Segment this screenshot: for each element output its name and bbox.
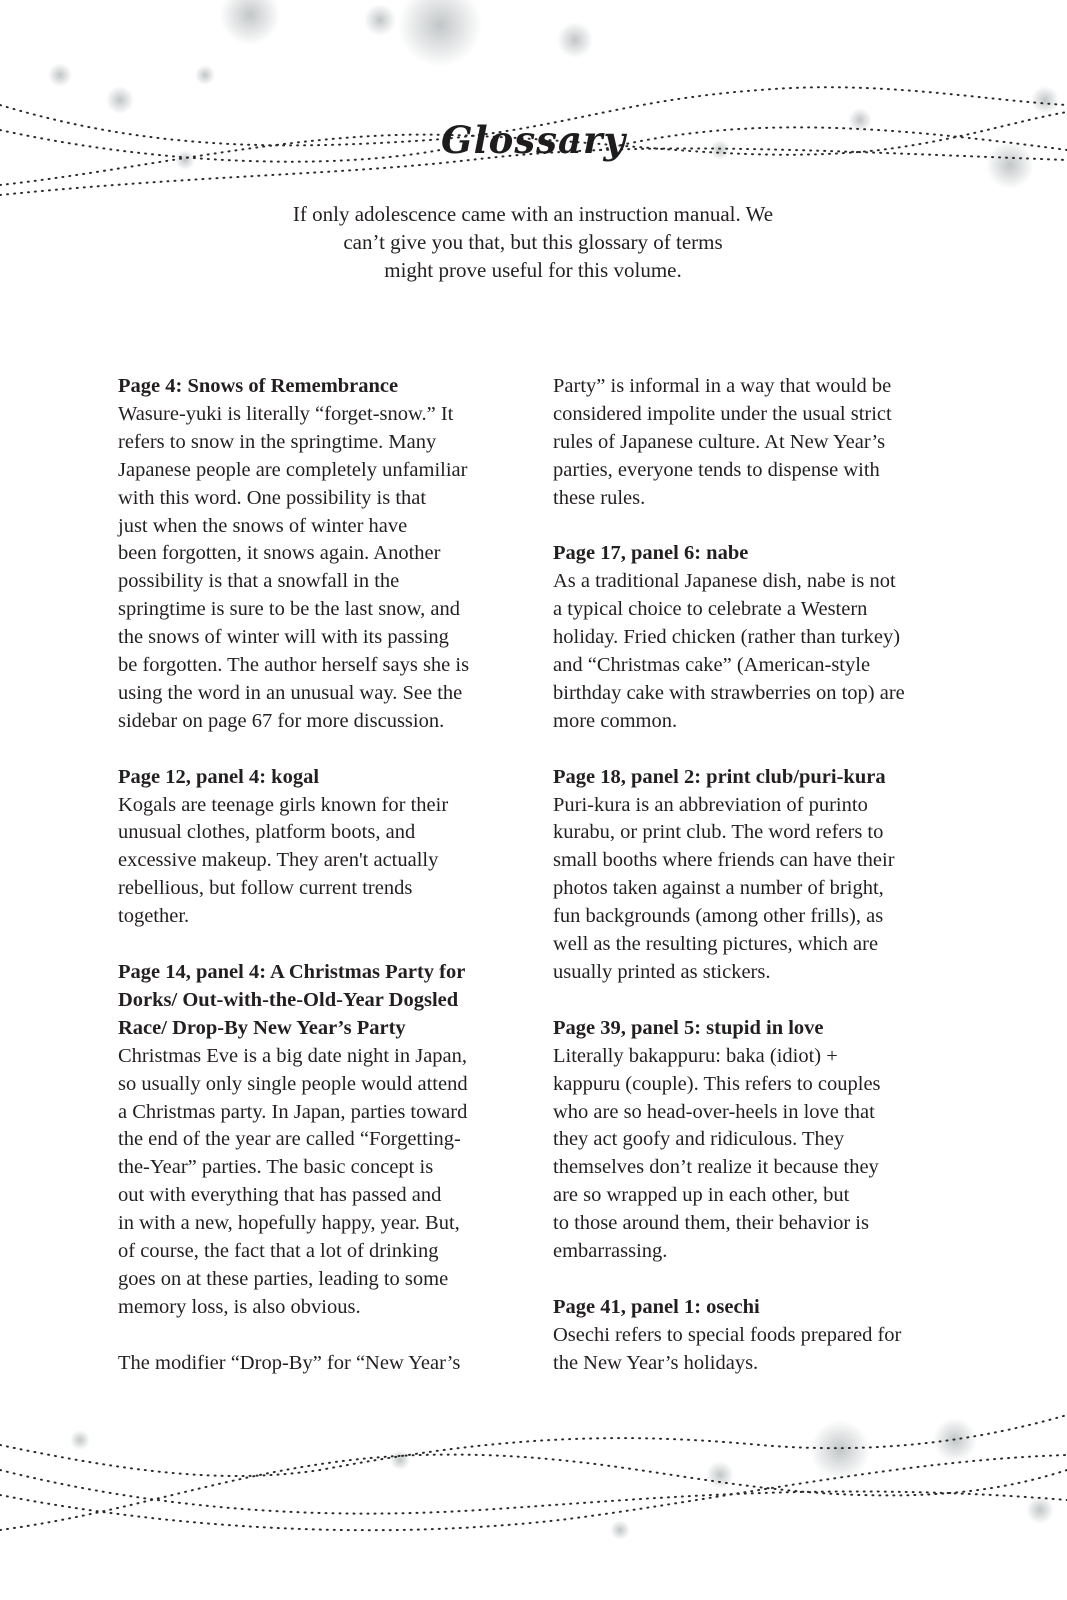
glossary-entry [118,959,538,1322]
entry-line: holiday. Fried chicken (rather than turkey) [553,626,901,649]
entry-line: just when the snows of winter have [118,514,408,537]
entry-title: Page 39, panel 5: stupid in love [553,1016,824,1039]
entry-title: Page 41, panel 1: osechi [553,1295,760,1318]
entry-title: Dorks/ Out-with-the-Old-Year Dogsled [118,988,459,1011]
entry-line: embarrassing. [553,1240,668,1263]
entry-title: Race/ Drop-By New Year’s Party [118,1016,406,1039]
entry-line: together. [118,905,190,928]
entry-line: been forgotten, it snows again. Another [118,542,441,565]
glossary-entry [553,1294,973,1378]
glossary-entry [553,764,973,987]
entry-line: sidebar on page 67 for more discussion. [118,709,445,732]
entry-title: Page 12, panel 4: kogal [118,765,320,788]
entry-line: out with everything that has passed and [118,1184,442,1207]
entry-line: photos taken against a number of bright, [553,877,884,900]
glossary-entry [553,1015,973,1266]
entry-line: with this word. One possibility is that [118,486,427,509]
entry-line: the snows of winter will with its passing [118,626,449,649]
glossary-entry-continuation [553,373,973,513]
entry-line: they act goofy and ridiculous. They [553,1128,845,1151]
right-column [553,373,973,1405]
entry-line: Christmas Eve is a big date night in Japan, [118,1044,468,1067]
entry-line: Kogals are teenage girls known for their [118,793,449,816]
entry-line: the-Year” parties. The basic concept is [118,1156,434,1179]
entry-line: As a traditional Japanese dish, nabe is not [553,570,896,593]
entry-line: Wasure-yuki is literally “forget-snow.” It [118,402,454,425]
entry-line: Literally bakappuru: baka (idiot) + [553,1044,838,1067]
entry-line: possibility is that a snowfall in the [118,570,400,593]
bottom-decoration [0,1400,1067,1600]
entry-line: fun backgrounds (among other frills), as [553,905,884,928]
entry-line: be forgotten. The author herself says she is [118,654,470,677]
entry-line: Party” is informal in a way that would be [553,375,892,397]
entry-line: and “Christmas cake” (American-style [553,654,871,677]
entry-line: rules of Japanese culture. At New Year’s [553,430,886,453]
entry-line: unusual clothes, platform boots, and [118,821,416,844]
entry-line: using the word in an unusual way. See the [118,681,463,704]
entry-line: a typical choice to celebrate a Western [553,598,868,621]
entry-line: rebellious, but follow current trends [118,877,413,900]
intro-line: If only adolescence came with an instruction manual. We [292,202,774,226]
left-column [118,373,538,1378]
entry-line: parties, everyone tends to dispense with [553,458,880,481]
entry-title: Page 14, panel 4: A Christmas Party for [118,961,466,983]
entry-line: the end of the year are called “Forgetting- [118,1128,461,1151]
entry-line: Osechi refers to special foods prepared for [553,1323,902,1346]
glossary-entry [118,373,538,736]
entry-line: Puri-kura is an abbreviation of purinto [553,793,868,816]
entry-line: kappuru (couple). This refers to couples [553,1072,881,1095]
entry-line: considered impolite under the usual strict [553,402,892,425]
entry-line: these rules. [553,486,646,509]
entry-line: so usually only single people would attend [118,1072,468,1095]
entry-line: are so wrapped up in each other, but [553,1184,850,1207]
entry-line: in with a new, hopefully happy, year. But, [118,1212,460,1235]
intro-line: can’t give you that, but this glossary of terms [343,230,723,254]
entry-line: the New Year’s holidays. [553,1351,759,1374]
entry-line: who are so head-over-heels in love that [553,1100,875,1123]
entry-line: springtime is sure to be the last snow, and [118,598,460,621]
glossary-entry [553,540,973,735]
intro-line: might prove useful for this volume. [384,258,682,282]
entry-line: memory loss, is also obvious. [118,1295,361,1318]
entry-line: to those around them, their behavior is [553,1212,869,1235]
intro-text [233,200,833,284]
entry-line: excessive makeup. They aren't actually [118,849,439,872]
entry-line: a Christmas party. In Japan, parties toward [118,1100,468,1123]
glossary-entry [118,764,538,931]
entry-line: The modifier “Drop-By” for “New Year’s [118,1351,461,1374]
entry-line: kurabu, or print club. The word refers to [553,821,884,844]
entry-line: goes on at these parties, leading to some [118,1267,449,1290]
entry-line: birthday cake with strawberries on top) are [553,681,905,704]
entry-title: Page 18, panel 2: print club/puri-kura [553,765,886,788]
entry-line: well as the resulting pictures, which are [553,933,879,956]
entry-line: themselves don’t realize it because they [553,1156,879,1179]
entry-title: Page 17, panel 6: nabe [553,542,749,565]
entry-line: more common. [553,709,678,732]
entry-line: of course, the fact that a lot of drinking [118,1240,439,1263]
entry-line: refers to snow in the springtime. Many [118,430,437,453]
entry-line: small booths where friends can have their [553,849,895,872]
page-title: Glossary [441,118,626,162]
entry-line: Japanese people are completely unfamiliar [118,458,468,481]
entry-title: Page 4: Snows of Remembrance [118,375,399,397]
entry-line: usually printed as stickers. [553,961,771,983]
top-decoration [0,0,1067,220]
